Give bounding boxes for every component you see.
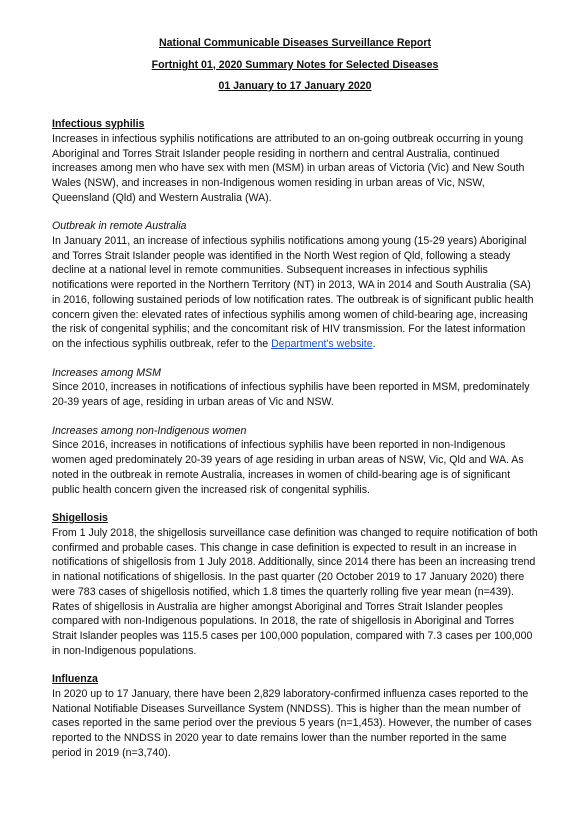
influenza-section [52, 672, 538, 760]
influenza-body: In 2020 up to 17 January, there have been 2,829 laboratory-confirmed influenza cases reported to the National Notifiable Diseases Surveillance System (NNDSS). This is higher than the mean number of cases reported in the same period over the previous 5 years (n=1,453). However, the number of cases reported to the NNDSS in 2020 year to date remains lower than the number reported in the same period in 2019 (n=3,740). [52, 688, 532, 759]
syphilis-intro: Increases in infectious syphilis notifications are attributed to an on-going outbreak occurring in young Aboriginal and Torres Strait Islander people residing in northern and central Australia, continued increases among men who have sex with men (MSM) in urban areas of Victoria (Vic) and New South Wales (NSW), and increases in non-Indigenous women residing in urban areas of Vic, NSW, Queensland (Qld) and Western Australia (WA). [52, 132, 525, 204]
report-page [52, 36, 538, 761]
remote-outbreak-text: In January 2011, an increase of infectious syphilis notifications among young (15-29 years) Aboriginal and Torres Strait Islander people was identified in the North West region of Qld, following a steady decline at a national level in remote communities. Subsequent increases in infectious syphilis notifications were reported in the Northern Territory (NT) in 2013, WA in 2014 and South Australia (SA) in 2016, following sustained periods of low notification rates. The outbreak is of significant public health concern given the: elevated rates of infectious syphilis among women of child-bearing age, increasing the risk of congenital syphilis; and the concomitant risk of HIV transmission. For the latest information on the infectious syphilis outbreak, refer to the [52, 235, 534, 350]
report-subtitle: Fortnight 01, 2020 Summary Notes for Selected Diseases [151, 58, 439, 71]
shigellosis-section [52, 511, 538, 658]
shigellosis-heading: Shigellosis [52, 512, 108, 525]
report-title: National Communicable Diseases Surveillance Report [159, 37, 431, 49]
syphilis-heading: Infectious syphilis [52, 118, 145, 131]
remote-outbreak-heading: Outbreak in remote Australia [52, 220, 187, 233]
msm-body: Since 2010, increases in notifications of infectious syphilis have been reported in MSM, predominately 20-39 years of age, residing in urban areas of Vic and NSW. [52, 381, 530, 409]
remote-outbreak-end: . [372, 337, 376, 350]
syphilis-section [52, 117, 538, 497]
msm-heading: Increases among MSM [52, 366, 161, 379]
women-body: Since 2016, increases in notifications of infectious syphilis have been reported in non-Indigenous women aged predominately 20-39 years of age residing in urban areas of NSW, Vic, Qld and WA. As noted in the outbreak in remote Australia, increases in women of child-bearing age is of significant public health concern given the increased risk of congenital syphilis. [52, 439, 524, 496]
remote-outbreak-body [52, 234, 538, 352]
department-website-link[interactable]: Department's website [271, 337, 373, 350]
influenza-heading: Influenza [52, 673, 98, 686]
report-date-range: 01 January to 17 January 2020 [218, 80, 372, 93]
women-heading: Increases among non-Indigenous women [52, 424, 247, 437]
shigellosis-body: From 1 July 2018, the shigellosis surveillance case definition was changed to require notification of both confirmed and probable cases. This change in case definition is expected to result in an increase in notifications of shigellosis from 1 July 2018. Additionally, since 2014 there has been an increasing trend in national notifications of shigellosis. In the past quarter (20 October 2019 to 17 January 2020) there were 783 cases of shigellosis notified, which 1.8 times the quarterly rolling five year mean (n=439). Rates of shigellosis in Australia are higher amongst Aboriginal and Torres Strait Islander peoples compared with non-Indigenous populations. In 2018, the rate of shigellosis in Aboriginal and Torres Strait Islander peoples was 115.5 cases per 100,000 population, compared with 7.3 cases per 100,000 in non-Indigenous populations. [52, 526, 538, 657]
